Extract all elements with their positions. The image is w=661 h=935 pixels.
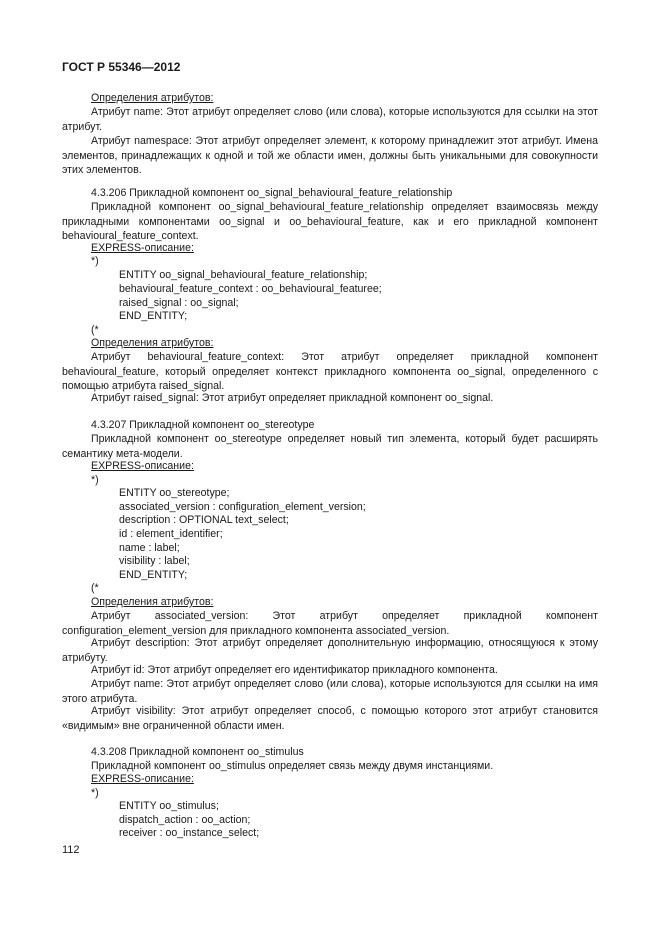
section-intro-206: Прикладной компонент oo_signal_behavioural_feature_relationship определяет взаимосвязь между прикладными компонентами oo_signal и oo_behavioural_feature, как и его прикладной компонент behavioural_feature_context. (62, 201, 598, 243)
express-label: EXPRESS-описание: (91, 242, 194, 254)
express-open: *) (91, 474, 99, 486)
definitions-title: Определения атрибутов: (91, 92, 214, 104)
page-number: 112 (62, 844, 80, 856)
code-line: dispatch_action : oo_action; (119, 814, 251, 826)
code-line: associated_version : configuration_element_version; (119, 501, 366, 513)
code-line: visibility : label; (119, 555, 190, 567)
code-line: id : element_identifier; (119, 528, 223, 540)
code-line: receiver : oo_instance_select; (119, 827, 260, 839)
code-line: END_ENTITY; (119, 310, 188, 322)
definitions-title: Определения атрибутов: (91, 337, 214, 349)
code-line: ENTITY oo_stereotype; (119, 487, 230, 499)
code-line: END_ENTITY; (119, 569, 188, 581)
code-line: description : OPTIONAL text_select; (119, 514, 289, 526)
attribute-name-definition: Атрибут name: Этот атрибут определяет слово (или слова), которые используются для ссылки на этот атрибут. (62, 106, 598, 133)
section-intro-208: Прикладной компонент oo_stimulus определяет связь между двумя инстанциями. (91, 760, 494, 772)
attribute-definition: Атрибут associated_version: Этот атрибут определяет прикладной компонент configuration_element_version для прикладного компонента associated_version. (62, 610, 598, 637)
document-header: ГОСТ Р 55346—2012 (62, 60, 181, 74)
express-open: *) (91, 787, 99, 799)
code-line: behavioural_feature_context : oo_behavioural_featuree; (119, 283, 382, 295)
section-heading-4-3-208: 4.3.208 Прикладной компонент oo_stimulus (91, 746, 304, 758)
code-line: ENTITY oo_signal_behavioural_feature_relationship; (119, 269, 368, 281)
express-close: (* (91, 324, 99, 336)
attribute-definition: Атрибут visibility: Этот атрибут определяет способ, с помощью которого этот атрибут становится «видимым» вне ограниченной области имен. (62, 705, 598, 732)
express-open: *) (91, 255, 99, 267)
express-label: EXPRESS-описание: (91, 460, 194, 472)
attribute-definition: Атрибут name: Этот атрибут определяет слово (или слова), которые используются для ссылки на имя этого атрибута. (62, 678, 598, 705)
section-heading-4-3-206: 4.3.206 Прикладной компонент oo_signal_behavioural_feature_relationship (91, 187, 453, 199)
definitions-title: Определения атрибутов: (91, 596, 214, 608)
attribute-definition: Атрибут description: Этот атрибут определяет дополнительную информацию, относящуюся к этому атрибуту. (62, 637, 598, 664)
attribute-definition: Атрибут id: Этот атрибут определяет его идентификатор прикладного компонента. (91, 664, 498, 676)
code-line: raised_signal : oo_signal; (119, 297, 239, 309)
code-line: name : label; (119, 542, 180, 554)
attribute-namespace-definition: Атрибут namespace: Этот атрибут определяет элемент, к которому принадлежит этот атрибут. Имена элементов, принадлежащих к одной и той же области имен, должны быть уникальными для совокупности этих элементов. (62, 135, 598, 177)
section-intro-207: Прикладной компонент oo_stereotype определяет новый тип элемента, который будет расширять семантику мета-модели. (62, 433, 598, 460)
attribute-definition: Атрибут behavioural_feature_context: Этот атрибут определяет прикладной компонент behavioural_feature, который определяет контекст прикладного компонента oo_signal, определенного с помощью атрибута raised_signal. (62, 351, 598, 393)
express-close: (* (91, 582, 99, 594)
code-line: ENTITY oo_stimulus; (119, 800, 219, 812)
attribute-definition: Атрибут raised_signal: Этот атрибут определяет прикладной компонент oo_signal. (91, 392, 494, 404)
express-label: EXPRESS-описание: (91, 773, 194, 785)
section-heading-4-3-207: 4.3.207 Прикладной компонент oo_stereotype (91, 419, 315, 431)
